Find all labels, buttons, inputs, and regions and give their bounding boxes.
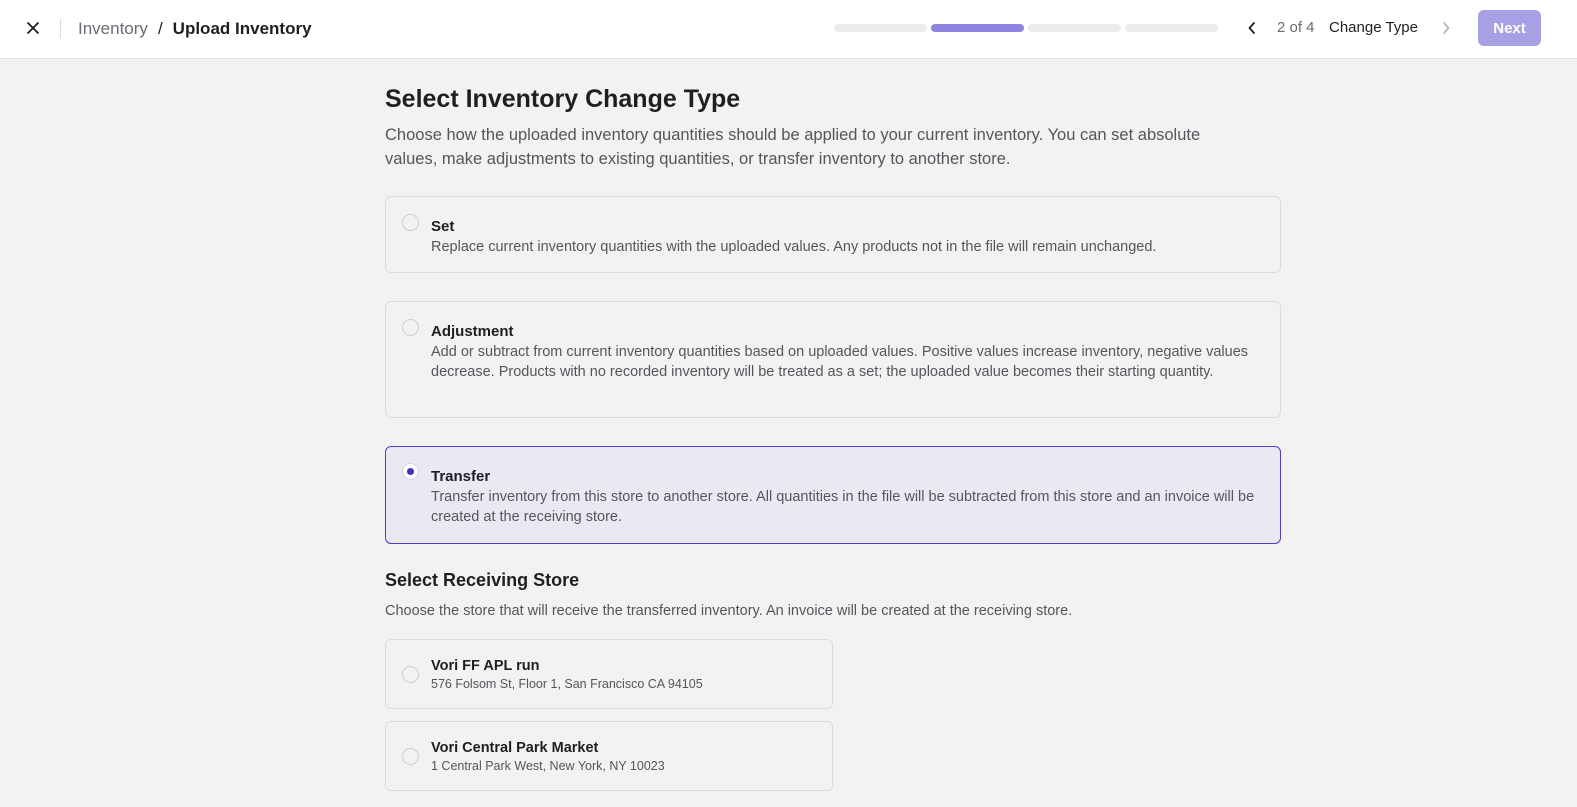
step-progress-bar bbox=[834, 24, 1218, 32]
store-name: Vori Central Park Market bbox=[431, 740, 599, 756]
next-step-arrow-button[interactable] bbox=[1434, 16, 1458, 40]
header-divider bbox=[60, 19, 61, 38]
option-set-title: Set bbox=[431, 218, 455, 235]
option-transfer-card[interactable] bbox=[385, 446, 1281, 544]
option-adjustment-description: Add or subtract from current inventory quantities based on uploaded values. Positive values increase inventory, negative values decrease. Products with no recorded inventory will be treated as a set; the uploaded value becomes their starting quantity. bbox=[431, 344, 1249, 380]
receiving-store-title: Select Receiving Store bbox=[385, 570, 580, 590]
store-address: 576 Folsom St, Floor 1, San Francisco CA 94105 bbox=[431, 677, 703, 691]
store-radio[interactable] bbox=[402, 748, 419, 765]
option-transfer-description: Transfer inventory from this store to another store. All quantities in the file will be subtracted from this store and an invoice will be created at the receiving store. bbox=[431, 489, 1255, 525]
option-set-radio[interactable] bbox=[402, 214, 419, 231]
option-adjustment-card[interactable] bbox=[385, 301, 1281, 418]
option-set-card[interactable] bbox=[385, 196, 1281, 273]
option-transfer-radio[interactable] bbox=[402, 463, 419, 480]
store-radio[interactable] bbox=[402, 666, 419, 683]
breadcrumb-separator: / bbox=[157, 19, 163, 38]
step-name: Change Type bbox=[1329, 19, 1418, 36]
top-bar bbox=[0, 0, 1577, 59]
store-address: 1 Central Park West, New York, NY 10023 bbox=[431, 759, 665, 773]
option-transfer-title: Transfer bbox=[431, 468, 491, 485]
progress-segment-3 bbox=[1028, 24, 1121, 32]
step-counter: 2 of 4 bbox=[1277, 19, 1315, 36]
close-icon bbox=[26, 21, 40, 35]
store-card[interactable] bbox=[385, 639, 833, 709]
page-title: Select Inventory Change Type bbox=[385, 85, 741, 113]
previous-step-button[interactable] bbox=[1240, 16, 1264, 40]
page-description: Choose how the uploaded inventory quantities should be applied to your current inventory. You can set absolute values, make adjustments to existing quantities, or transfer inventory to another store. bbox=[385, 126, 1201, 168]
store-card[interactable] bbox=[385, 721, 833, 791]
breadcrumb-inventory-link[interactable]: Inventory bbox=[78, 19, 148, 38]
store-name: Vori FF APL run bbox=[431, 658, 540, 674]
option-adjustment-title: Adjustment bbox=[431, 323, 514, 340]
receiving-store-description: Choose the store that will receive the transferred inventory. An invoice will be created at the receiving store. bbox=[385, 603, 1073, 619]
close-button[interactable] bbox=[21, 16, 45, 40]
next-button[interactable]: Next bbox=[1478, 10, 1541, 46]
breadcrumb bbox=[78, 18, 312, 40]
progress-segment-4 bbox=[1125, 24, 1218, 32]
chevron-right-icon bbox=[1441, 21, 1451, 35]
option-adjustment-radio[interactable] bbox=[402, 319, 419, 336]
progress-segment-2 bbox=[931, 24, 1024, 32]
option-set-description: Replace current inventory quantities with the uploaded values. Any products not in the file will remain unchanged. bbox=[431, 239, 1157, 255]
breadcrumb-current: Upload Inventory bbox=[172, 19, 312, 38]
chevron-left-icon bbox=[1247, 21, 1257, 35]
progress-segment-1 bbox=[834, 24, 927, 32]
